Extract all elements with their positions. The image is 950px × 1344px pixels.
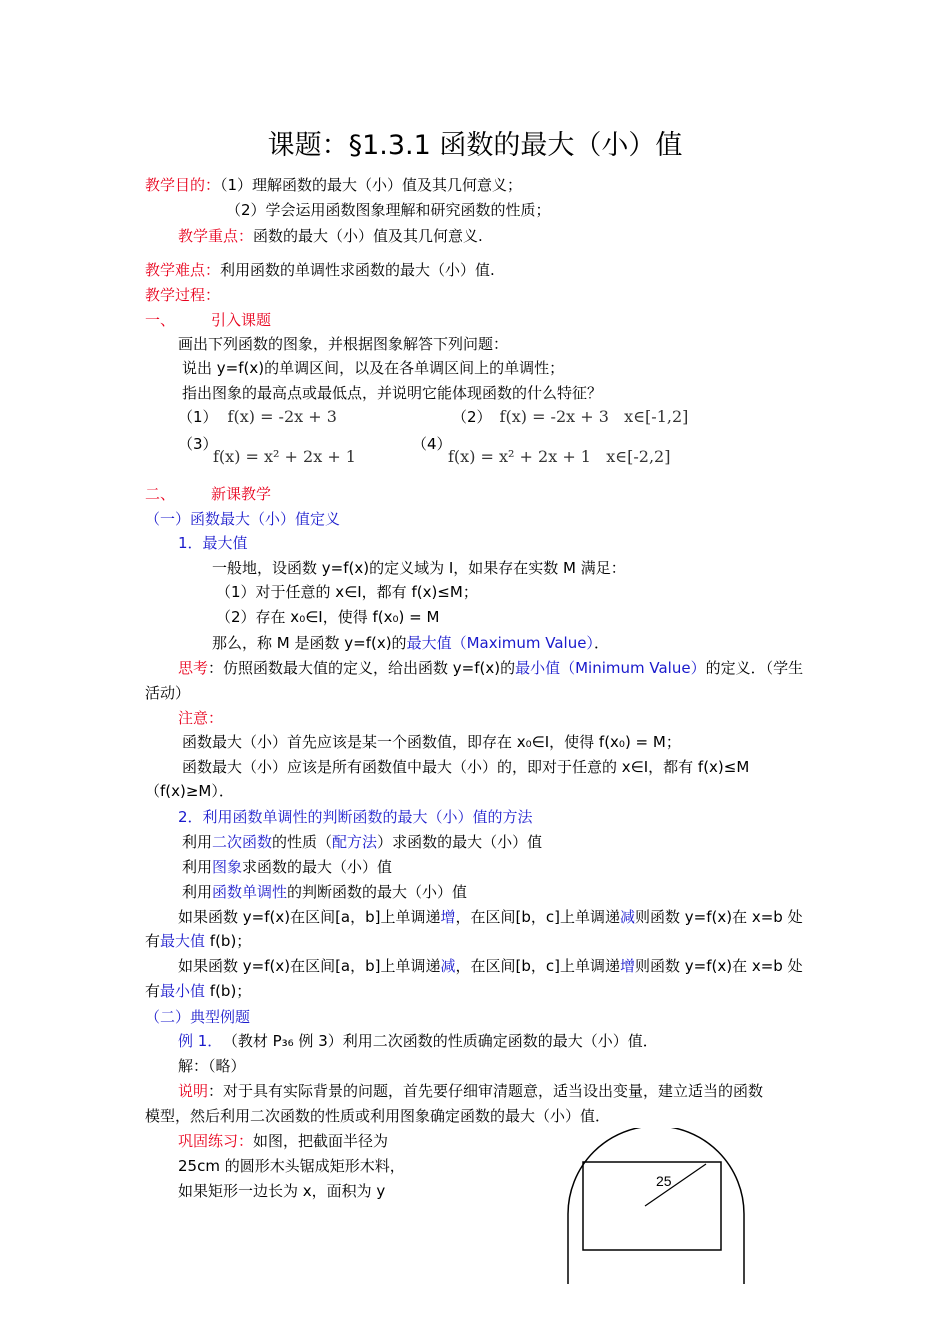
practice-label: 巩固练习： xyxy=(178,1132,254,1150)
m1-b: 二次函数 xyxy=(212,833,273,851)
m2-b: 图象 xyxy=(212,858,243,876)
r2-e: 则函数 y=f(x)在 x=b 处 xyxy=(635,957,803,975)
definition-line-4 xyxy=(212,632,609,654)
m3-a: 利用 xyxy=(182,883,213,901)
subsection-definition: （一）函数最大（小）值定义 xyxy=(145,510,341,528)
min-value-term: 最小值（Minimum Value） xyxy=(515,659,706,677)
function-4-label: （4） xyxy=(412,435,452,453)
item1-title: 最大值 xyxy=(202,534,248,552)
circle-outline xyxy=(568,1128,744,1214)
objectives-line-1 xyxy=(145,174,522,196)
section1-num: 一、 xyxy=(145,311,176,329)
circle-sides xyxy=(568,1214,744,1284)
note-label: 注意： xyxy=(178,709,224,727)
def4-a: 那么，称 M 是函数 y=f(x)的 xyxy=(212,634,407,652)
rule-1-line-2 xyxy=(145,930,251,952)
method-1 xyxy=(182,831,542,853)
function-1-label: （1） xyxy=(178,408,218,426)
r1-a: 如果函数 y=f(x)在区间[a，b]上单调递 xyxy=(178,908,441,926)
function-1 xyxy=(178,406,337,428)
note-line-1: 函数最大（小）首先应该是某一个函数值，即存在 x₀∈I，使得 f(x₀) = M； xyxy=(182,733,681,751)
solution: 解：（略） xyxy=(178,1057,246,1075)
rule-1-line-1 xyxy=(178,906,803,928)
m1-d: 配方法 xyxy=(332,833,378,851)
function-2-label: （2） xyxy=(452,408,492,426)
key-point-text: 函数的最大（小）值及其几何意义. xyxy=(253,227,483,245)
objective-1: （1）理解函数的最大（小）值及其几何意义； xyxy=(220,176,523,194)
r1-d: 减 xyxy=(620,908,636,926)
function-2-formula: f(x) = -2x + 3 x∈[-1,2] xyxy=(499,407,689,426)
objective-2: （2）学会运用函数图象理解和研究函数的性质； xyxy=(226,201,551,219)
think-a: ：仿照函数最大值的定义，给出函数 y=f(x)的 xyxy=(208,659,516,677)
key-point-label: 教学重点： xyxy=(178,227,254,245)
method-2 xyxy=(182,856,392,878)
radius-line xyxy=(645,1164,706,1206)
function-2 xyxy=(452,406,688,428)
item-max-value xyxy=(178,532,248,554)
explain-label: 说明 xyxy=(178,1082,209,1100)
think-label: 思考 xyxy=(178,659,209,677)
r2-c: ，在区间[b，c]上单调递 xyxy=(455,957,620,975)
definition-line-2: （1）对于任意的 x∈I，都有 f(x)≤M； xyxy=(216,583,478,601)
section2-title: 新课教学 xyxy=(211,485,272,503)
note-line-3: （f(x)≥M）． xyxy=(145,782,234,800)
intro-line-3: 指出图象的最高点或最低点，并说明它能体现函数的什么特征？ xyxy=(182,384,603,402)
difficulty xyxy=(145,259,495,281)
section2-heading xyxy=(145,483,271,505)
r1-f: 有 xyxy=(145,932,161,950)
circle-rectangle-figure xyxy=(566,1128,746,1284)
rule-2-line-1 xyxy=(178,955,803,977)
practice-line-2: 25cm 的圆形木头锯成矩形木料， xyxy=(178,1157,405,1175)
function-3-label: （3） xyxy=(178,435,218,453)
r2-h: f(b)； xyxy=(205,982,252,1000)
practice-line-3: 如果矩形一边长为 x，面积为 y xyxy=(178,1182,386,1200)
inscribed-rectangle xyxy=(583,1162,721,1250)
note-line-2: 函数最大（小）应该是所有函数值中最大（小）的，即对于任意的 x∈I，都有 f(x)≤M xyxy=(182,758,750,776)
intro-line-2: 说出 y=f(x)的单调区间，以及在各单调区间上的单调性； xyxy=(182,359,565,377)
think-line xyxy=(178,657,803,679)
definition-line-1: 一般地，设函数 y=f(x)的定义域为 I，如果存在实数 M 满足： xyxy=(212,559,626,577)
example-label: 例 1． xyxy=(178,1032,223,1050)
max-value-term: 最大值（Maximum Value） xyxy=(406,634,594,652)
methods-heading: 2．利用函数单调性的判断函数的最大（小）值的方法 xyxy=(178,808,533,826)
m2-a: 利用 xyxy=(182,858,213,876)
r1-c: ，在区间[b，c]上单调递 xyxy=(455,908,620,926)
m1-e: ）求函数的最大（小）值 xyxy=(377,833,543,851)
r2-f: 有 xyxy=(145,982,161,1000)
section2-num: 二、 xyxy=(145,485,176,503)
r2-d: 增 xyxy=(620,957,636,975)
subsection-examples: （二）典型例题 xyxy=(145,1008,251,1026)
practice-line-1 xyxy=(178,1130,388,1152)
think-line-2: 活动） xyxy=(145,684,191,702)
r1-e: 则函数 y=f(x)在 x=b 处 xyxy=(635,908,803,926)
r2-a: 如果函数 y=f(x)在区间[a，b]上单调递 xyxy=(178,957,441,975)
m1-c: 的性质（ xyxy=(272,833,333,851)
r1-g: 最大值 xyxy=(160,932,206,950)
m3-b: 函数单调性 xyxy=(212,883,288,901)
item1-num: 1． xyxy=(178,534,203,552)
section1-title: 引入课题 xyxy=(211,311,272,329)
r2-b: 减 xyxy=(440,957,456,975)
difficulty-label: 教学难点： xyxy=(145,261,221,279)
practice-text-1: 如图，把截面半径为 xyxy=(253,1132,389,1150)
m3-c: 的判断函数的最大（小）值 xyxy=(287,883,468,901)
process-label: 教学过程： xyxy=(145,286,221,304)
r1-h: f(b)； xyxy=(205,932,252,950)
m2-c: 求函数的最大（小）值 xyxy=(242,858,393,876)
objectives-label: 教学目的： xyxy=(145,176,221,194)
function-3-formula: f(x) = x² + 2x + 1 xyxy=(213,447,356,466)
definition-line-3: （2）存在 x₀∈I，使得 f(x₀) = M xyxy=(216,608,440,626)
function-4-formula: f(x) = x² + 2x + 1 x∈[-2,2] xyxy=(448,447,671,466)
key-point xyxy=(178,225,483,247)
intro-line-1: 画出下列函数的图象，并根据图象解答下列问题： xyxy=(178,335,509,353)
rule-2-line-2 xyxy=(145,980,251,1002)
m1-a: 利用 xyxy=(182,833,213,851)
explanation-line-2: 模型，然后利用二次函数的性质或利用图象确定函数的最大（小）值． xyxy=(145,1107,611,1125)
example-text: （教材 P₃₆ 例 3）利用二次函数的性质确定函数的最大（小）值． xyxy=(230,1032,658,1050)
difficulty-text: 利用函数的单调性求函数的最大（小）值. xyxy=(220,261,495,279)
function-1-formula: f(x) = -2x + 3 xyxy=(227,407,337,426)
section1-heading xyxy=(145,309,271,331)
r2-g: 最小值 xyxy=(160,982,206,1000)
radius-label: 25 xyxy=(656,1173,672,1189)
explain-text-1: ：对于具有实际背景的问题，首先要仔细审清题意，适当设出变量，建立适当的函数 xyxy=(208,1082,764,1100)
page-title: 课题：§1.3.1 函数的最大（小）值 xyxy=(267,130,683,161)
example-1 xyxy=(178,1030,658,1052)
think-c: 的定义．（学生 xyxy=(705,659,804,677)
r1-b: 增 xyxy=(440,908,456,926)
method-3 xyxy=(182,881,467,903)
explanation-line-1 xyxy=(178,1080,763,1102)
def4-c: ． xyxy=(593,634,609,652)
